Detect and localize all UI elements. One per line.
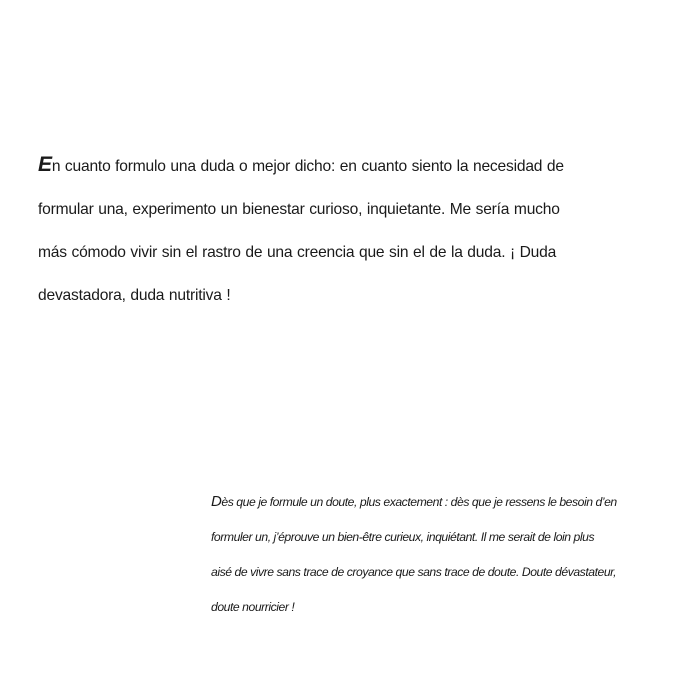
french-quote <box>211 484 661 625</box>
spanish-line-2: formular una, experimento un bienestar curioso, inquietante. Me sería mucho <box>38 201 560 218</box>
french-drop-cap: D <box>211 493 222 510</box>
french-line-1-text: ès que je formule un doute, plus exactement : dès que je ressens le besoin d’en <box>221 495 617 509</box>
french-line-3: aisé de vivre sans trace de croyance que sans trace de doute. Doute dévastateur, <box>211 565 617 579</box>
spanish-line-4: devastadora, duda nutritiva ! <box>38 287 231 304</box>
french-line-1 <box>211 484 661 520</box>
spanish-line-1 <box>38 143 638 188</box>
spanish-line-3: más cómodo vivir sin el rastro de una creencia que sin el de la duda. ¡ Duda <box>38 244 557 261</box>
spanish-drop-cap: E <box>38 153 52 176</box>
french-line-4: doute nourricier ! <box>211 600 295 614</box>
spanish-quote <box>38 143 638 317</box>
spanish-line-1-text: n cuanto formulo una duda o mejor dicho: en cuanto siento la necesidad de <box>51 158 564 175</box>
french-line-2: formuler un, j’éprouve un bien-être curieux, inquiétant. Il me serait de loin plus <box>211 530 595 544</box>
